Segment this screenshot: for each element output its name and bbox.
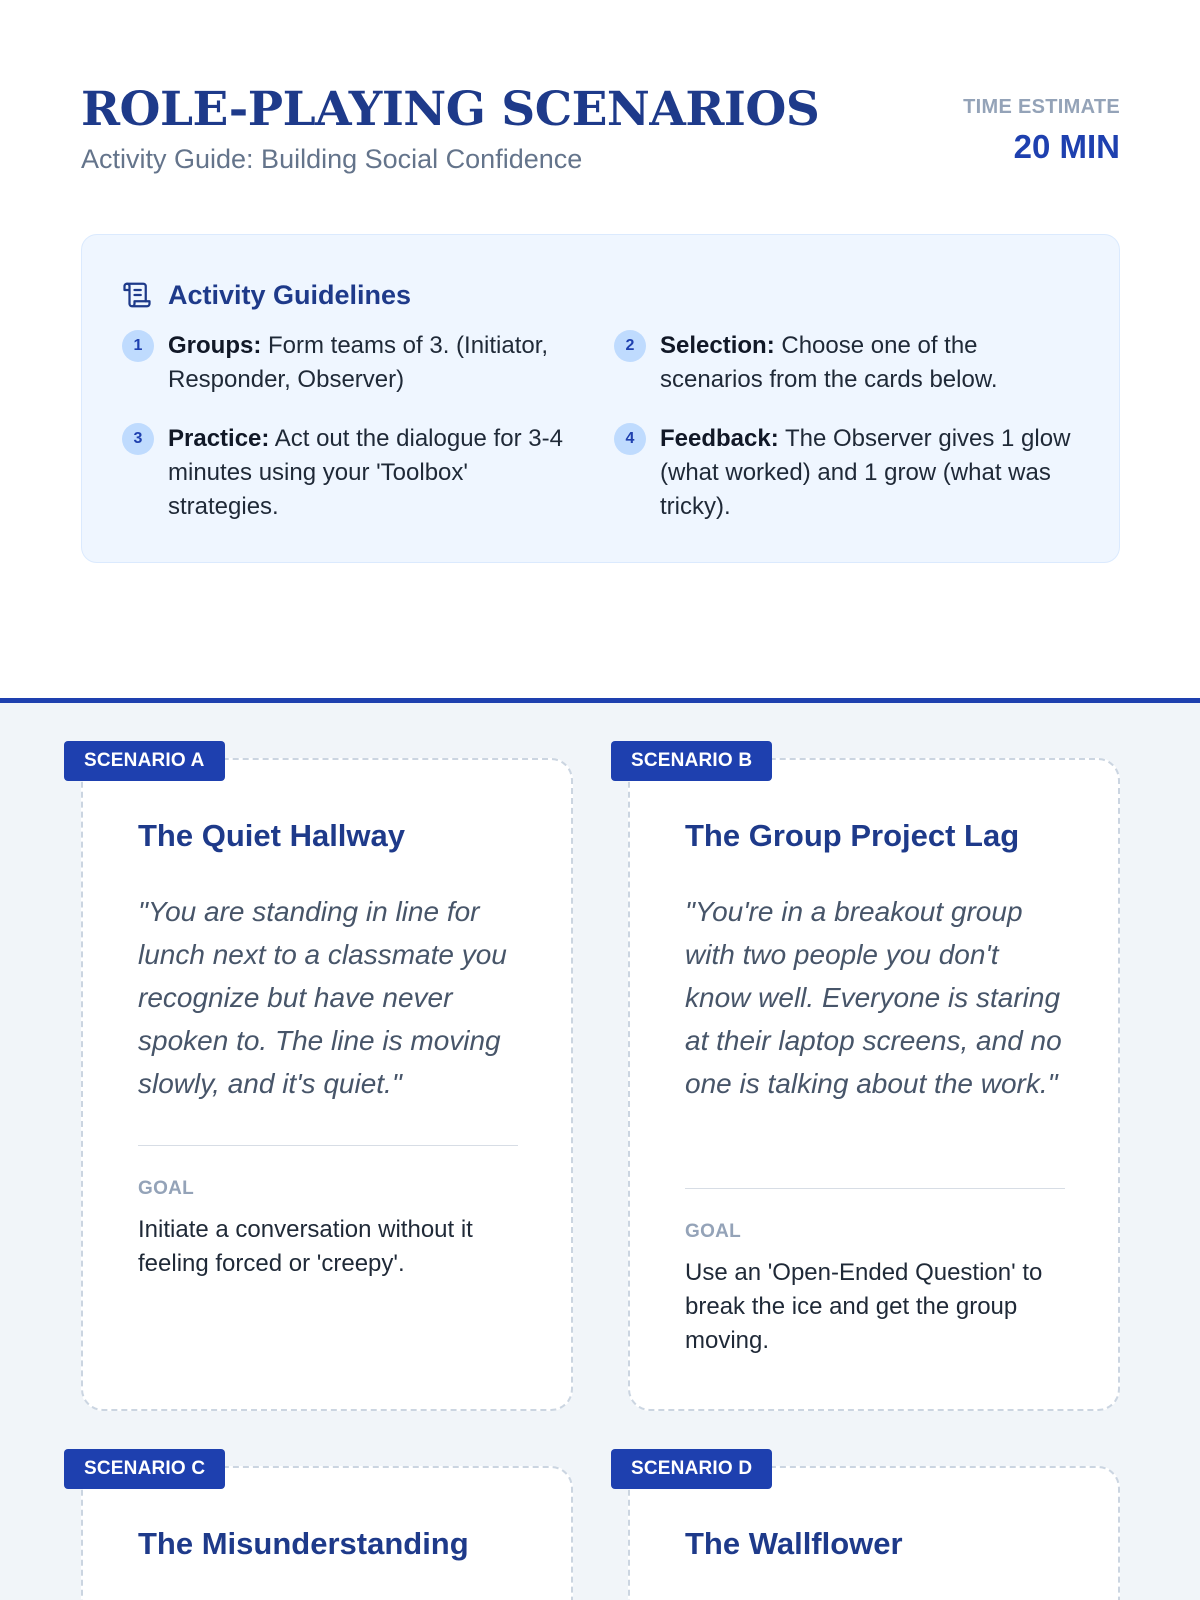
scenario-card-b[interactable] — [628, 758, 1120, 1411]
page-subtitle: Activity Guide: Building Social Confidence — [81, 144, 583, 174]
step-number: 4 — [614, 423, 646, 455]
scenario-badge-c: SCENARIO C — [64, 1449, 225, 1489]
scroll-icon — [122, 280, 152, 310]
goal-text: Initiate a conversation without it feeling forced or 'creepy'. — [138, 1216, 473, 1277]
guideline-item-feedback — [614, 422, 1074, 524]
guideline-text: Selection: Choose one of the scenarios from the cards below. — [660, 332, 998, 393]
guideline-text: Practice: Act out the dialogue for 3-4 minutes using your 'Toolbox' strategies. — [168, 425, 563, 520]
guideline-item-groups — [122, 329, 582, 397]
scenario-title: The Misunderstanding — [138, 1526, 469, 1561]
scenario-card-a[interactable] — [81, 758, 573, 1411]
step-number: 2 — [614, 330, 646, 362]
scenario-badge-d: SCENARIO D — [611, 1449, 772, 1489]
scenario-title: The Group Project Lag — [685, 818, 1020, 853]
scenario-quote: "You're in a breakout group with two people you don't know well. Everyone is staring at their laptop screens, and no one is talking about the work." — [685, 896, 1062, 1099]
guideline-item-practice — [122, 422, 582, 524]
guideline-text: Groups: Form teams of 3. (Initiator, Responder, Observer) — [168, 332, 549, 393]
page-header — [81, 82, 1120, 182]
guideline-item-selection — [614, 329, 1074, 397]
scenario-title: The Quiet Hallway — [138, 818, 406, 853]
guidelines-title: Activity Guidelines — [168, 279, 412, 310]
step-number: 3 — [122, 423, 154, 455]
goal-text: Use an 'Open-Ended Question' to break the ice and get the group moving. — [685, 1259, 1043, 1354]
step-number: 1 — [122, 330, 154, 362]
goal-label: GOAL — [685, 1221, 742, 1242]
time-estimate-value: 20 MIN — [1013, 128, 1120, 165]
time-estimate — [963, 94, 1120, 166]
page-title: ROLE-PLAYING SCENARIOS — [81, 82, 820, 137]
scenario-badge-b: SCENARIO B — [611, 741, 772, 781]
card-divider — [138, 1145, 518, 1146]
scenario-badge-a: SCENARIO A — [64, 741, 225, 781]
scenario-title: The Wallflower — [685, 1526, 903, 1561]
time-estimate-label: TIME ESTIMATE — [963, 96, 1120, 118]
guideline-text: Feedback: The Observer gives 1 glow (what worked) and 1 grow (what was tricky). — [660, 425, 1071, 520]
guidelines-header — [122, 279, 411, 311]
scenario-quote: "You are standing in line for lunch next to a classmate you recognize but have never spoken to. The line is moving slowly, and it's quiet." — [138, 896, 507, 1099]
card-divider — [685, 1188, 1065, 1189]
activity-guidelines — [81, 234, 1120, 563]
goal-label: GOAL — [138, 1178, 195, 1199]
